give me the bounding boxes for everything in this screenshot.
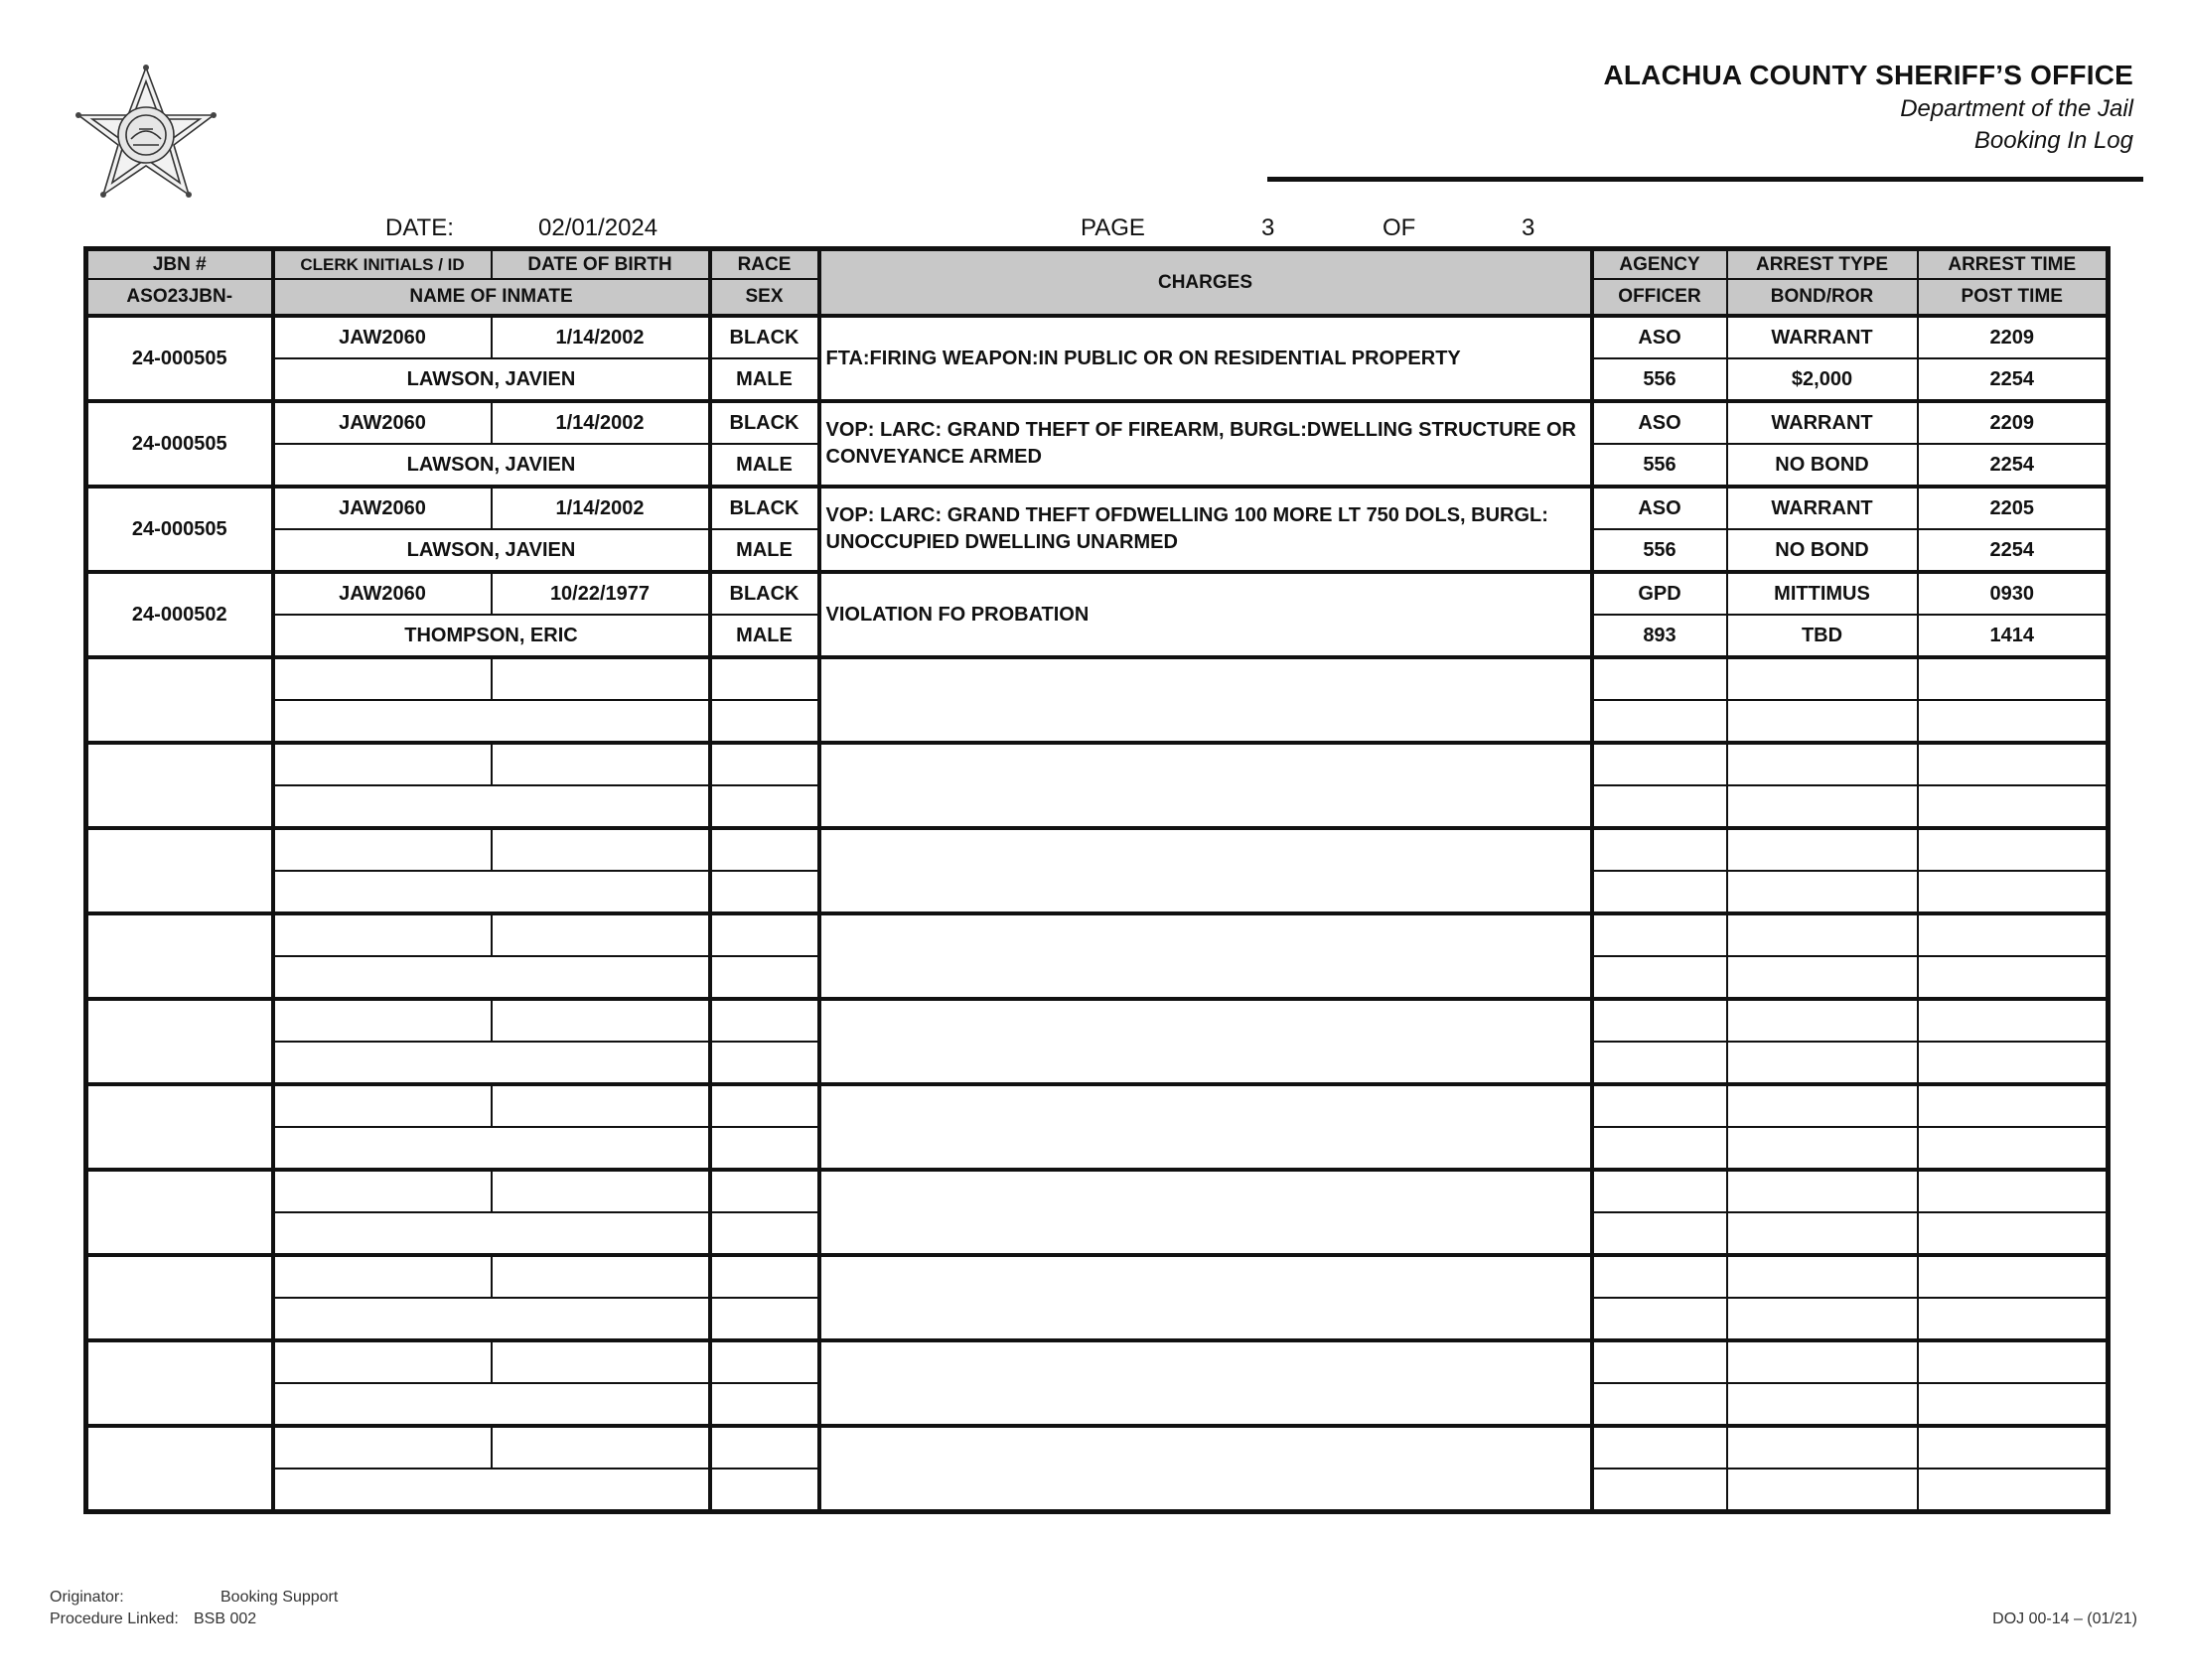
bond-cell: [1727, 700, 1918, 743]
col-arrest-type: ARREST TYPE: [1727, 249, 1918, 280]
agency-cell: [1592, 1255, 1727, 1298]
sex-cell: [710, 1042, 819, 1084]
inmate-name-cell: [273, 785, 710, 828]
jbn-cell: [86, 1340, 273, 1426]
clerk-id-cell: [273, 1340, 492, 1383]
date-value: 02/01/2024: [538, 214, 658, 241]
bond-cell: [1727, 956, 1918, 999]
officer-cell: 556: [1592, 444, 1727, 487]
dob-cell: [492, 1426, 710, 1469]
clerk-id-cell: [273, 828, 492, 871]
table-row: [86, 572, 2109, 615]
arrest-time-cell: [1918, 1340, 2109, 1383]
sex-cell: [710, 956, 819, 999]
sex-cell: [710, 700, 819, 743]
bond-cell: [1727, 1127, 1918, 1170]
officer-cell: [1592, 785, 1727, 828]
post-time-cell: [1918, 1042, 2109, 1084]
sex-cell: [710, 785, 819, 828]
inmate-name-cell: LAWSON, JAVIEN: [273, 444, 710, 487]
bond-cell: $2,000: [1727, 358, 1918, 401]
jbn-cell: [86, 1084, 273, 1170]
inmate-name-cell: [273, 1298, 710, 1340]
inmate-name-cell: LAWSON, JAVIEN: [273, 529, 710, 572]
agency-cell: [1592, 913, 1727, 956]
arrest-time-cell: [1918, 1084, 2109, 1127]
race-cell: [710, 828, 819, 871]
arrest-time-cell: [1918, 1170, 2109, 1212]
page-label: PAGE: [1081, 214, 1145, 241]
table-row: [86, 999, 2109, 1042]
post-time-cell: [1918, 700, 2109, 743]
arrest-type-cell: WARRANT: [1727, 401, 1918, 444]
charges-cell: FTA:FIRING WEAPON:IN PUBLIC OR ON RESIDENTIAL PROPERTY: [819, 316, 1592, 401]
race-cell: [710, 1255, 819, 1298]
procedure-value: BSB 002: [194, 1610, 257, 1627]
table-row: [86, 487, 2109, 529]
charges-cell: [819, 743, 1592, 828]
sex-cell: [710, 1469, 819, 1512]
arrest-time-cell: [1918, 1426, 2109, 1469]
clerk-id-cell: JAW2060: [273, 572, 492, 615]
officer-cell: [1592, 1042, 1727, 1084]
clerk-id-cell: [273, 1255, 492, 1298]
agency-cell: [1592, 999, 1727, 1042]
page-total: 3: [1522, 214, 1535, 241]
dob-cell: 10/22/1977: [492, 572, 710, 615]
table-row: [86, 1084, 2109, 1127]
arrest-type-cell: [1727, 743, 1918, 785]
agency-cell: ASO: [1592, 487, 1727, 529]
date-label: DATE:: [385, 214, 454, 241]
jbn-cell: [86, 743, 273, 828]
charges-cell: VIOLATION FO PROBATION: [819, 572, 1592, 657]
post-time-cell: 2254: [1918, 529, 2109, 572]
sex-cell: MALE: [710, 615, 819, 657]
officer-cell: [1592, 1212, 1727, 1255]
arrest-time-cell: 0930: [1918, 572, 2109, 615]
charges-cell: [819, 1340, 1592, 1426]
bond-cell: NO BOND: [1727, 444, 1918, 487]
table-row: [86, 1255, 2109, 1298]
race-cell: [710, 1426, 819, 1469]
arrest-type-cell: WARRANT: [1727, 487, 1918, 529]
arrest-type-cell: [1727, 1255, 1918, 1298]
race-cell: BLACK: [710, 487, 819, 529]
clerk-id-cell: [273, 657, 492, 700]
dob-cell: 1/14/2002: [492, 401, 710, 444]
col-jbn: JBN #: [86, 249, 273, 280]
arrest-type-cell: [1727, 913, 1918, 956]
inmate-name-cell: [273, 871, 710, 913]
bond-cell: [1727, 871, 1918, 913]
dob-cell: [492, 657, 710, 700]
agency-cell: [1592, 1340, 1727, 1383]
bond-cell: [1727, 1212, 1918, 1255]
procedure-label: Procedure Linked:: [50, 1610, 179, 1627]
race-cell: [710, 743, 819, 785]
charges-cell: [819, 913, 1592, 999]
dob-cell: 1/14/2002: [492, 487, 710, 529]
jbn-cell: [86, 1170, 273, 1255]
table-row: [86, 828, 2109, 871]
officer-cell: [1592, 1383, 1727, 1426]
sex-cell: [710, 1212, 819, 1255]
dob-cell: [492, 743, 710, 785]
table-row: [86, 316, 2109, 358]
col-name: NAME OF INMATE: [273, 279, 710, 316]
clerk-id-cell: [273, 1426, 492, 1469]
sex-cell: [710, 1383, 819, 1426]
officer-cell: [1592, 1298, 1727, 1340]
jbn-cell: 24-000502: [86, 572, 273, 657]
col-arrest-time: ARREST TIME: [1918, 249, 2109, 280]
arrest-type-cell: WARRANT: [1727, 316, 1918, 358]
agency-cell: [1592, 1170, 1727, 1212]
officer-cell: [1592, 1127, 1727, 1170]
arrest-time-cell: [1918, 1255, 2109, 1298]
inmate-name-cell: [273, 1127, 710, 1170]
arrest-type-cell: MITTIMUS: [1727, 572, 1918, 615]
charges-cell: VOP: LARC: GRAND THEFT OFDWELLING 100 MORE LT 750 DOLS, BURGL: UNOCCUPIED DWELLING UNARMED: [819, 487, 1592, 572]
charges-cell: [819, 1084, 1592, 1170]
agency-cell: [1592, 1084, 1727, 1127]
bond-cell: [1727, 1383, 1918, 1426]
charges-cell: [819, 1170, 1592, 1255]
charges-cell: [819, 999, 1592, 1084]
arrest-type-cell: [1727, 657, 1918, 700]
arrest-type-cell: [1727, 828, 1918, 871]
agency-cell: ASO: [1592, 316, 1727, 358]
clerk-id-cell: [273, 913, 492, 956]
race-cell: [710, 913, 819, 956]
sex-cell: MALE: [710, 358, 819, 401]
race-cell: [710, 1084, 819, 1127]
arrest-time-cell: [1918, 913, 2109, 956]
table-row: [86, 1170, 2109, 1212]
clerk-id-cell: [273, 999, 492, 1042]
post-time-cell: 2254: [1918, 358, 2109, 401]
clerk-id-cell: [273, 1170, 492, 1212]
bond-cell: [1727, 1469, 1918, 1512]
officer-cell: 556: [1592, 358, 1727, 401]
table-row: [86, 1340, 2109, 1383]
bond-cell: NO BOND: [1727, 529, 1918, 572]
org-title: ALACHUA COUNTY SHERIFF’S OFFICE: [1603, 60, 2133, 90]
race-cell: BLACK: [710, 316, 819, 358]
post-time-cell: [1918, 956, 2109, 999]
inmate-name-cell: [273, 1383, 710, 1426]
charges-cell: VOP: LARC: GRAND THEFT OF FIREARM, BURGL:DWELLING STRUCTURE OR CONVEYANCE ARMED: [819, 401, 1592, 487]
header-rule: [1267, 177, 2143, 182]
dob-cell: [492, 1170, 710, 1212]
jbn-cell: [86, 999, 273, 1084]
arrest-time-cell: [1918, 743, 2109, 785]
dob-cell: [492, 913, 710, 956]
originator-label: Originator:: [50, 1589, 124, 1606]
arrest-type-cell: [1727, 1084, 1918, 1127]
arrest-time-cell: [1918, 999, 2109, 1042]
post-time-cell: [1918, 871, 2109, 913]
inmate-name-cell: [273, 956, 710, 999]
col-jbn-prefix: ASO23JBN-: [86, 279, 273, 316]
header-row-1: [86, 249, 2109, 280]
officer-cell: [1592, 871, 1727, 913]
inmate-name-cell: [273, 1042, 710, 1084]
col-post-time: POST TIME: [1918, 279, 2109, 316]
clerk-id-cell: [273, 743, 492, 785]
originator-value: Booking Support: [220, 1589, 339, 1606]
arrest-time-cell: 2209: [1918, 401, 2109, 444]
officer-cell: [1592, 956, 1727, 999]
arrest-time-cell: 2209: [1918, 316, 2109, 358]
dob-cell: [492, 828, 710, 871]
race-cell: BLACK: [710, 401, 819, 444]
post-time-cell: [1918, 1212, 2109, 1255]
arrest-time-cell: [1918, 657, 2109, 700]
jbn-cell: [86, 913, 273, 999]
arrest-time-cell: [1918, 828, 2109, 871]
post-time-cell: [1918, 1298, 2109, 1340]
col-officer: OFFICER: [1592, 279, 1727, 316]
sex-cell: [710, 1127, 819, 1170]
clerk-id-cell: JAW2060: [273, 487, 492, 529]
race-cell: [710, 1340, 819, 1383]
sheriff-star-badge-icon: [73, 64, 218, 209]
post-time-cell: [1918, 1469, 2109, 1512]
agency-cell: ASO: [1592, 401, 1727, 444]
sex-cell: MALE: [710, 529, 819, 572]
jbn-cell: 24-000505: [86, 401, 273, 487]
table-row: [86, 743, 2109, 785]
dob-cell: [492, 1255, 710, 1298]
sex-cell: MALE: [710, 444, 819, 487]
bond-cell: [1727, 785, 1918, 828]
officer-cell: [1592, 700, 1727, 743]
sex-cell: [710, 1298, 819, 1340]
department-name: Department of the Jail: [1900, 95, 2133, 122]
inmate-name-cell: THOMPSON, ERIC: [273, 615, 710, 657]
officer-cell: 556: [1592, 529, 1727, 572]
race-cell: [710, 657, 819, 700]
jbn-cell: [86, 1426, 273, 1512]
col-agency: AGENCY: [1592, 249, 1727, 280]
agency-cell: [1592, 657, 1727, 700]
inmate-name-cell: [273, 1212, 710, 1255]
table-row: [86, 657, 2109, 700]
arrest-type-cell: [1727, 1426, 1918, 1469]
race-cell: [710, 1170, 819, 1212]
clerk-id-cell: JAW2060: [273, 316, 492, 358]
col-sex: SEX: [710, 279, 819, 316]
form-code: DOJ 00-14 – (01/21): [1992, 1610, 2137, 1627]
charges-cell: [819, 657, 1592, 743]
col-charges: CHARGES: [819, 249, 1592, 317]
charges-cell: [819, 828, 1592, 913]
dob-cell: [492, 1084, 710, 1127]
sex-cell: [710, 871, 819, 913]
post-time-cell: [1918, 1127, 2109, 1170]
table-row: [86, 913, 2109, 956]
log-name: Booking In Log: [1973, 127, 2133, 154]
inmate-name-cell: LAWSON, JAVIEN: [273, 358, 710, 401]
col-clerk: CLERK INITIALS / ID: [273, 249, 492, 280]
bond-cell: TBD: [1727, 615, 1918, 657]
agency-header: [1603, 60, 2133, 155]
inmate-name-cell: [273, 1469, 710, 1512]
post-time-cell: [1918, 785, 2109, 828]
bond-cell: [1727, 1298, 1918, 1340]
officer-cell: [1592, 1469, 1727, 1512]
jbn-cell: 24-000505: [86, 487, 273, 572]
booking-log-table: [83, 246, 2111, 1514]
agency-cell: [1592, 828, 1727, 871]
bond-cell: [1727, 1042, 1918, 1084]
post-time-cell: 2254: [1918, 444, 2109, 487]
of-label: OF: [1383, 214, 1416, 241]
arrest-type-cell: [1727, 1170, 1918, 1212]
col-race: RACE: [710, 249, 819, 280]
table-row: [86, 401, 2109, 444]
agency-cell: GPD: [1592, 572, 1727, 615]
agency-cell: [1592, 743, 1727, 785]
charges-cell: [819, 1426, 1592, 1512]
dob-cell: [492, 1340, 710, 1383]
arrest-type-cell: [1727, 1340, 1918, 1383]
dob-cell: 1/14/2002: [492, 316, 710, 358]
race-cell: [710, 999, 819, 1042]
jbn-cell: [86, 828, 273, 913]
jbn-cell: [86, 657, 273, 743]
post-time-cell: 1414: [1918, 615, 2109, 657]
dob-cell: [492, 999, 710, 1042]
jbn-cell: 24-000505: [86, 316, 273, 401]
jbn-cell: [86, 1255, 273, 1340]
race-cell: BLACK: [710, 572, 819, 615]
agency-cell: [1592, 1426, 1727, 1469]
page-number: 3: [1261, 214, 1275, 241]
col-dob: DATE OF BIRTH: [492, 249, 710, 280]
inmate-name-cell: [273, 700, 710, 743]
clerk-id-cell: [273, 1084, 492, 1127]
table-row: [86, 1426, 2109, 1469]
arrest-type-cell: [1727, 999, 1918, 1042]
col-bond: BOND/ROR: [1727, 279, 1918, 316]
clerk-id-cell: JAW2060: [273, 401, 492, 444]
post-time-cell: [1918, 1383, 2109, 1426]
arrest-time-cell: 2205: [1918, 487, 2109, 529]
officer-cell: 893: [1592, 615, 1727, 657]
charges-cell: [819, 1255, 1592, 1340]
